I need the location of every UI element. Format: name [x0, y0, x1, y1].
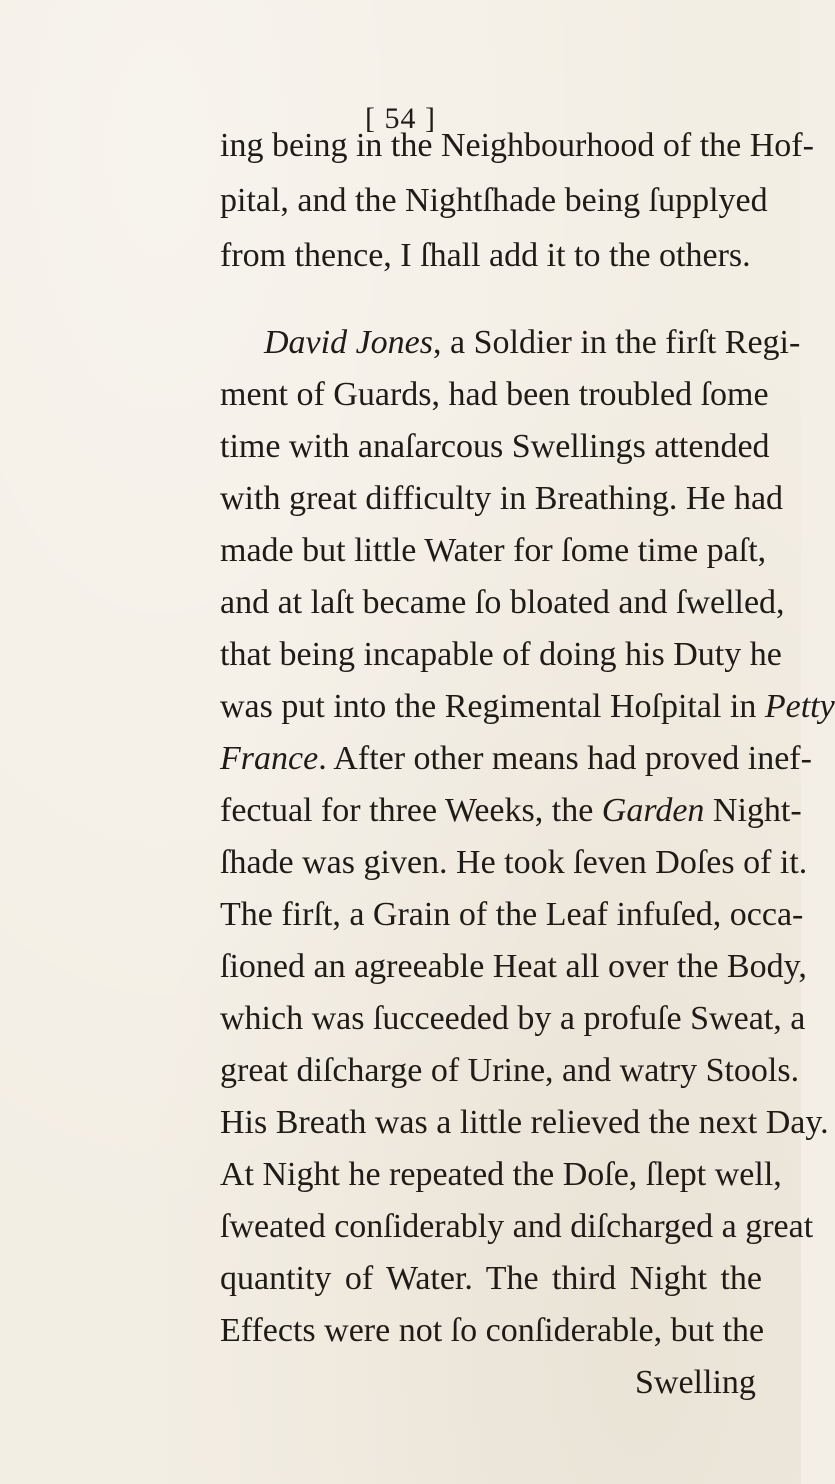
- text-line: [220, 635, 782, 675]
- text-line: [220, 1155, 782, 1195]
- italic-text: Petty: [764, 688, 835, 725]
- text-segment: great diſcharge of Urine, and watry Stools.: [220, 1052, 800, 1089]
- text-line: [220, 427, 770, 467]
- italic-text: David Jones: [264, 324, 434, 361]
- text-segment: Night-: [704, 792, 802, 829]
- text-segment: ment of Guards, had been troubled ſome: [220, 376, 769, 413]
- text-line: [220, 1259, 762, 1299]
- text-line: [220, 1051, 800, 1091]
- text-line: [220, 947, 807, 987]
- text-line: [220, 181, 768, 221]
- text-segment: time with anaſarcous Swellings attended: [220, 428, 770, 465]
- text-segment: quantity of Water. The third Night the: [220, 1260, 762, 1297]
- text-line: [220, 1207, 814, 1247]
- text-line: [220, 583, 785, 623]
- text-segment: was put into the Regimental Hoſpital in: [220, 688, 765, 725]
- text-line: [220, 531, 767, 571]
- text-segment: ſweated conſiderably and diſcharged a great: [220, 1208, 814, 1245]
- text-line: [220, 791, 802, 831]
- text-line: [220, 479, 784, 519]
- page-number-header: [ 54 ]: [365, 102, 436, 135]
- text-segment: pital, and the Nightſhade being ſupplyed: [220, 182, 768, 219]
- text-segment: ſhade was given. He took ſeven Doſes of it.: [220, 844, 808, 881]
- text-segment: made but little Water for ſome time paſt,: [220, 532, 767, 569]
- text-segment: The firſt, a Grain of the Leaf infuſed, occa-: [220, 896, 804, 933]
- text-line: [220, 739, 812, 779]
- italic-text: Garden: [601, 792, 705, 829]
- text-line: [264, 323, 801, 363]
- text-segment: from thence, I ſhall add it to the others.: [220, 237, 751, 274]
- text-line: [220, 843, 808, 883]
- text-line: [220, 375, 769, 415]
- text-line: [220, 1103, 829, 1143]
- text-segment: At Night he repeated the Doſe, ſlept well,: [220, 1156, 782, 1193]
- text-line: [220, 1311, 765, 1351]
- text-segment: fectual for three Weeks, the: [220, 792, 602, 829]
- text-segment: and at laſt became ſo bloated and ſwelled,: [220, 584, 785, 621]
- text-line: [220, 126, 814, 166]
- text-segment: with great difficulty in Breathing. He had: [220, 480, 784, 517]
- text-line: [220, 895, 804, 935]
- text-line: [220, 687, 835, 727]
- text-segment: Effects were not ſo conſiderable, but the: [220, 1312, 765, 1349]
- text-segment: that being incapable of doing his Duty he: [220, 636, 782, 673]
- text-segment: ing being in the Neighbourhood of the Hof-: [220, 127, 814, 164]
- text-segment: His Breath was a little relieved the next Day.: [220, 1104, 829, 1141]
- text-segment: Swelling: [635, 1364, 756, 1401]
- text-line: [220, 999, 806, 1039]
- italic-text: France: [220, 740, 319, 777]
- text-segment: which was ſucceeded by a profuſe Sweat, a: [220, 1000, 806, 1037]
- catchword: [635, 1363, 775, 1403]
- text-segment: , a Soldier in the firſt Regi-: [433, 324, 801, 361]
- text-segment: . After other means had proved inef-: [318, 740, 812, 777]
- text-segment: ſioned an agreeable Heat all over the Body,: [220, 948, 807, 985]
- text-line: [220, 236, 762, 276]
